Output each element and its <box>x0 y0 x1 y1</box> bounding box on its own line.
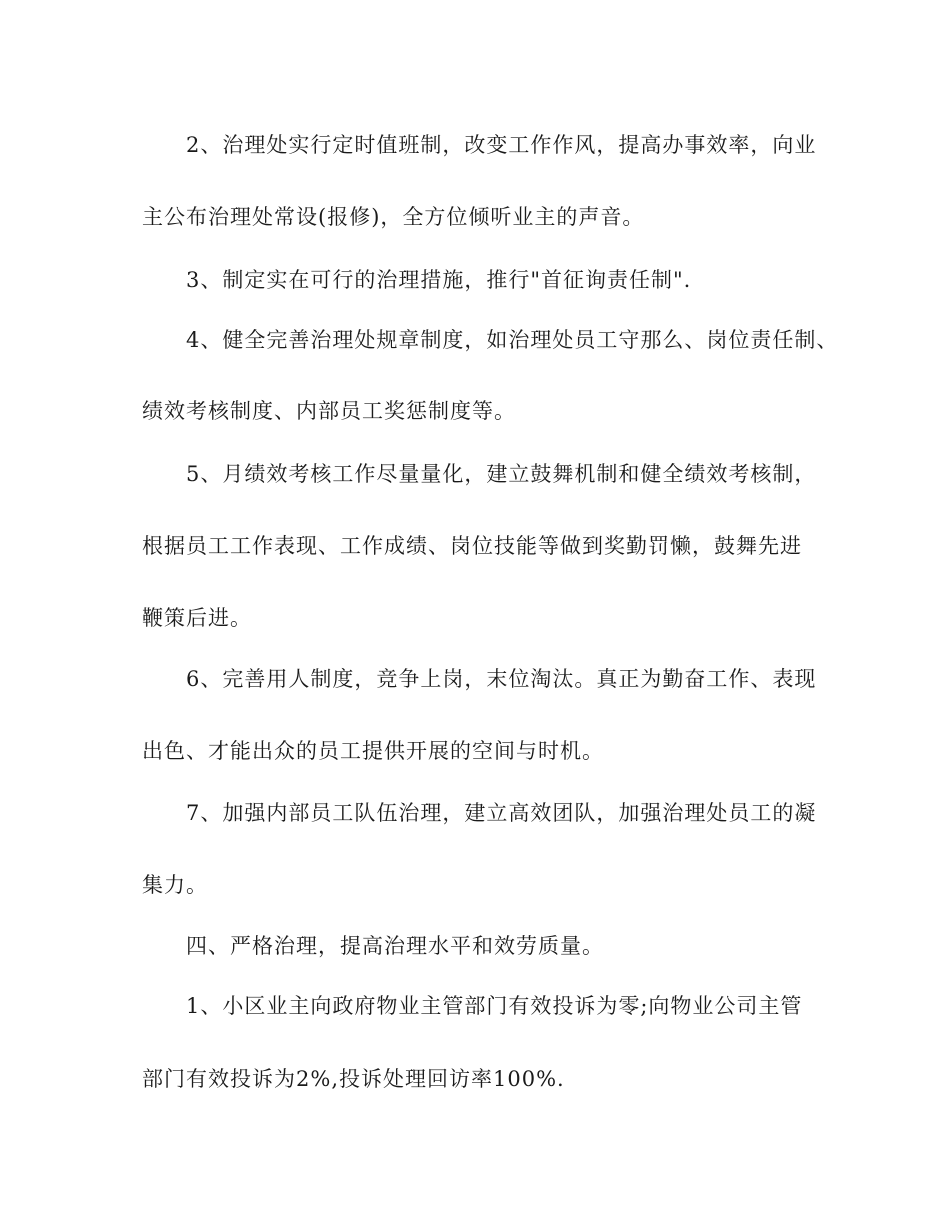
paragraph-line: 主公布治理处常设(报修)，全方位倾听业主的声音。 <box>142 205 645 229</box>
paragraph-line: 1、小区业主向政府物业主管部门有效投诉为零;向物业公司主管 <box>186 994 803 1018</box>
paragraph-line: 集力。 <box>142 873 208 897</box>
paragraph-line: 5、月绩效考核工作尽量量化，建立鼓舞机制和健全绩效考核制， <box>186 462 817 486</box>
paragraph-line: 部门有效投诉为2%,投诉处理回访率100%. <box>142 1067 565 1091</box>
paragraph-line: 7、加强内部员工队伍治理，建立高效团队，加强治理处员工的凝 <box>186 801 817 825</box>
paragraph-line: 绩效考核制度、内部员工奖惩制度等。 <box>142 399 516 423</box>
paragraph-line: 鞭策后进。 <box>142 606 252 630</box>
paragraph-line: 6、完善用人制度，竞争上岗，末位淘汰。真正为勤奋工作、表现 <box>186 667 817 691</box>
paragraph-line: 3、制定实在可行的治理措施，推行"首征询责任制". <box>186 268 692 292</box>
paragraph-line: 2、治理处实行定时值班制，改变工作作风，提高办事效率，向业 <box>186 133 817 157</box>
paragraph-line: 4、健全完善治理处规章制度，如治理处员工守那么、岗位责任制、 <box>186 328 839 352</box>
paragraph-line: 出色、才能出众的员工提供开展的空间与时机。 <box>142 739 604 763</box>
paragraph-line: 根据员工工作表现、工作成绩、岗位技能等做到奖勤罚懒，鼓舞先进 <box>142 534 802 558</box>
section-heading: 四、严格治理，提高治理水平和效劳质量。 <box>186 934 604 958</box>
